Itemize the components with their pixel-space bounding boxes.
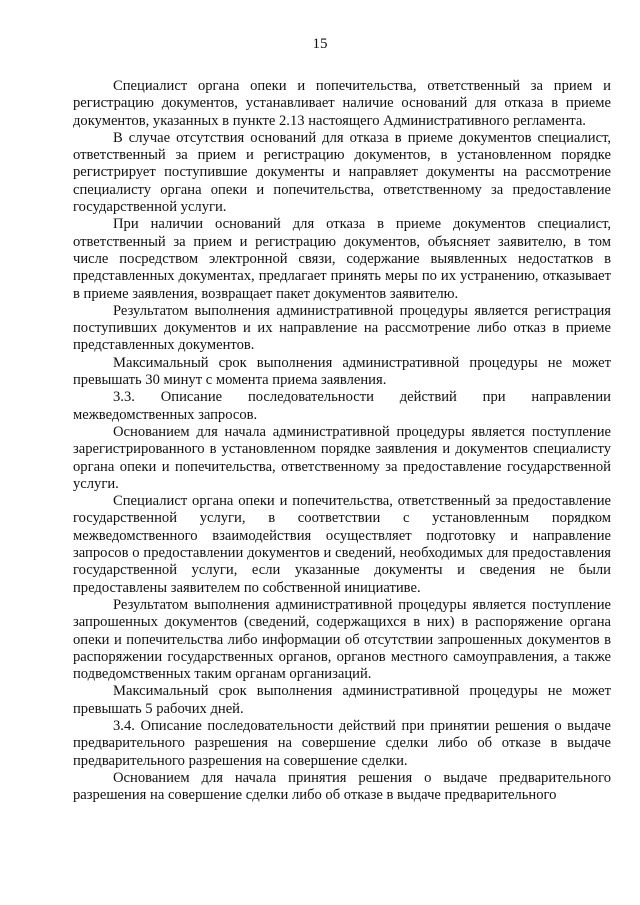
paragraph: Результатом выполнения административной процедуры является регистрация поступивших документов и их направление на рассмотрение либо отказ в приеме представленных документов. [73, 302, 611, 354]
document-body [73, 78, 611, 804]
section-heading-3-4: 3.4. Описание последовательности действий при принятии решения о выдаче предварительного разрешения на совершение сделки либо об отказе в выдаче предварительного разрешения на совершение сделки. [73, 717, 611, 769]
paragraph: Максимальный срок выполнения административной процедуры не может превышать 30 минут с момента приема заявления. [73, 354, 611, 389]
paragraph: Основанием для начала принятия решения о выдаче предварительного разрешения на совершение сделки либо об отказе в выдаче предварительного [73, 769, 611, 804]
paragraph: При наличии оснований для отказа в приеме документов специалист, ответственный за прием и регистрацию документов, объясняет заявителю, в том числе посредством электронной связи, содержание выявленных недостатков в представленных документах, предлагает принять меры по их устранению, отказывает в приеме заявления, возвращает пакет документов заявителю. [73, 216, 611, 302]
page-number: 15 [312, 36, 328, 52]
paragraph: Специалист органа опеки и попечительства, ответственный за предоставление государственной услуги, в соответствии с установленным порядком межведомственного взаимодействия осуществляет подготовку и направление запросов о предоставлении документов и сведений, необходимых для предоставления государственной услуги, если указанные документы и сведения не были предоставлены заявителем по собственной инициативе. [73, 493, 611, 596]
paragraph: Основанием для начала административной процедуры является поступление зарегистрированного в установленном порядке заявления и документов специалисту органа опеки и попечительства, ответственному за предоставление государственной услуги. [73, 423, 611, 492]
paragraph: Результатом выполнения административной процедуры является поступление запрошенных документов (сведений, содержащихся в них) в распоряжение органа опеки и попечительства либо информации об отсутствии запрошенных документов в распоряжении государственных органов, органов местного самоуправления, а также подведомственных таким органам организаций. [73, 596, 611, 683]
paragraph: В случае отсутствия оснований для отказа в приеме документов специалист, ответственный за прием и регистрацию документов, в установленном порядке регистрирует поступившие документы и направляет документы на рассмотрение специалисту органа опеки и попечительства, ответственному за предоставление государственной услуги. [73, 129, 611, 216]
paragraph: Максимальный срок выполнения административной процедуры не может превышать 5 рабочих дней. [73, 683, 611, 717]
section-heading-3-3: 3.3. Описание последовательности действий при направлении межведомственных запросов. [73, 389, 611, 423]
paragraph: Специалист органа опеки и попечительства, ответственный за прием и регистрацию документов, устанавливает наличие оснований для отказа в приеме документов, указанных в пункте 2.13 настоящего Административного регламента. [73, 78, 611, 129]
